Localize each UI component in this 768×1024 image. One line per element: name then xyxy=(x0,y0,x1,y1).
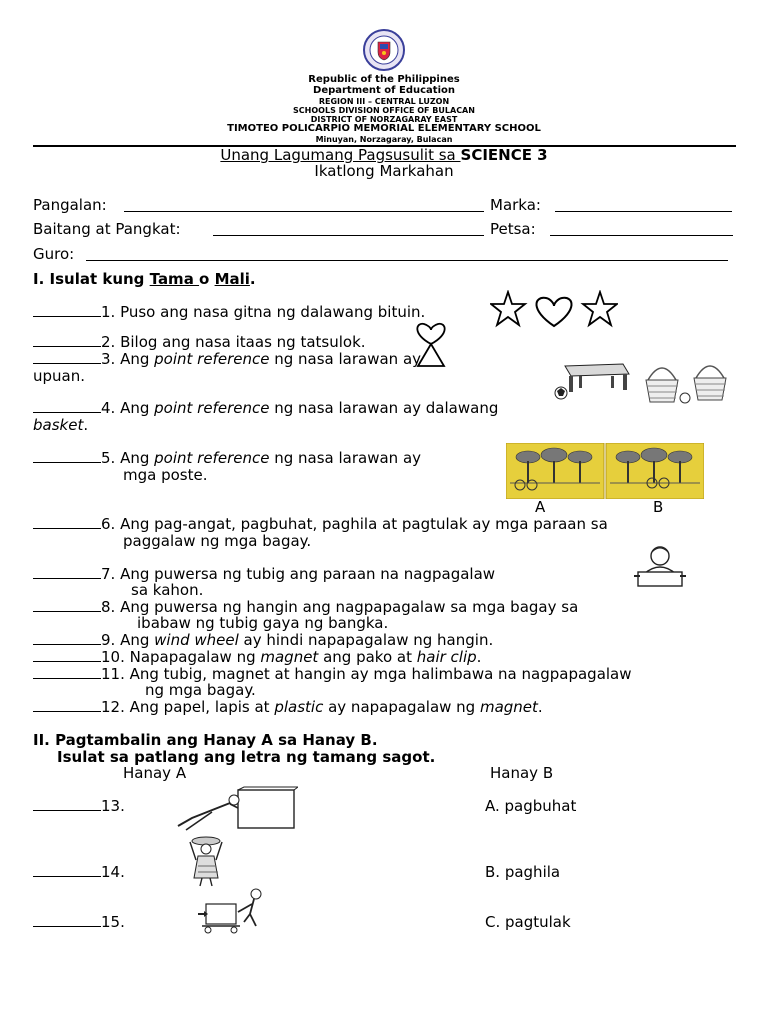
question-12 xyxy=(33,699,543,716)
answer-blank-3[interactable] xyxy=(33,351,101,364)
q4-continuation xyxy=(33,417,88,434)
table-ball-image xyxy=(553,358,631,402)
part2-instruction: Isulat sa patlang ang letra ng tamang sagot. xyxy=(57,748,436,766)
name-label: Pangalan: xyxy=(33,196,107,214)
score-field[interactable] xyxy=(555,197,732,212)
name-field[interactable] xyxy=(124,197,484,212)
question-1 xyxy=(33,304,425,321)
question-10 xyxy=(33,649,481,666)
question-6 xyxy=(33,516,608,533)
part1-tama: Tama xyxy=(149,270,200,288)
grade-section-field[interactable] xyxy=(213,221,484,236)
q8-text-a: 8. Ang puwersa ng hangin ang nagpapagalaw sa mga bagay sa xyxy=(101,598,579,616)
part1-dot: . xyxy=(249,270,256,288)
answer-blank-10[interactable] xyxy=(33,649,101,662)
answer-blank-14[interactable] xyxy=(33,864,101,877)
answer-blank-11[interactable] xyxy=(33,666,101,679)
header-school: TIMOTEO POLICARPIO MEMORIAL ELEMENTARY SCHOOL xyxy=(227,123,541,134)
q6-text-a: 6. Ang pag-angat, pagbuhat, paghila at pagtulak ay mga paraan sa xyxy=(101,515,608,533)
q8-continuation: ibabaw ng tubig gaya ng bangka. xyxy=(137,614,389,632)
q5-continuation: mga poste. xyxy=(123,466,208,484)
teacher-label: Guro: xyxy=(33,245,75,263)
q5-text-a: 5. Ang xyxy=(101,449,155,467)
q12-dot: . xyxy=(537,698,543,716)
q12-italic: plastic xyxy=(274,698,324,716)
q4-italic: point reference xyxy=(154,399,270,417)
exam-subtitle: Ikatlong Markahan xyxy=(314,162,454,180)
question-3 xyxy=(33,351,421,368)
header-address: Minuyan, Norzagaray, Bulacan xyxy=(315,135,453,144)
answer-blank-12[interactable] xyxy=(33,699,101,712)
person-pushing-box-image xyxy=(172,786,298,834)
q7-text-a: 7. Ang puwersa ng tubig ang paraan na nagpagalaw xyxy=(101,565,496,583)
q2-text: 2. Bilog ang nasa itaas ng tatsulok. xyxy=(101,333,366,351)
image-label-b: B xyxy=(653,498,664,516)
answer-blank-1[interactable] xyxy=(33,304,101,317)
option-a: A. pagbuhat xyxy=(485,797,577,815)
date-field[interactable] xyxy=(550,221,733,236)
q12-text-a: 12. Ang papel, lapis at xyxy=(101,698,275,716)
header-deped: Department of Education xyxy=(313,85,455,96)
question-4 xyxy=(33,400,498,417)
q4-text-a: 4. Ang xyxy=(101,399,155,417)
answer-blank-15[interactable] xyxy=(33,914,101,927)
date-label: Petsa: xyxy=(490,220,536,238)
q5-italic: point reference xyxy=(154,449,270,467)
answer-blank-4[interactable] xyxy=(33,400,101,413)
question-9 xyxy=(33,632,493,649)
image-label-a: A xyxy=(535,498,546,516)
q1-text: 1. Puso ang nasa gitna ng dalawang bituin. xyxy=(101,303,426,321)
deped-seal-logo xyxy=(362,28,406,72)
q10-text-a: 10. Napapagalaw ng xyxy=(101,648,261,666)
q10-italic: magnet xyxy=(260,648,319,666)
answer-blank-2[interactable] xyxy=(33,334,101,347)
q9-text-b: ay hindi napapagalaw ng hangin. xyxy=(238,631,494,649)
question-15 xyxy=(33,914,125,931)
answer-blank-6[interactable] xyxy=(33,516,101,529)
option-b: B. paghila xyxy=(485,863,561,881)
part1-heading xyxy=(33,271,256,288)
q11-text-a: 11. Ang tubig, magnet at hangin ay mga halimbawa na nagpapagalaw xyxy=(101,665,632,683)
option-c: C. pagtulak xyxy=(485,913,571,931)
q10-italic-2: hair clip xyxy=(416,648,477,666)
part1-o: o xyxy=(199,270,215,288)
star-heart-star-figure xyxy=(490,290,618,330)
posts-scene-images xyxy=(506,443,704,499)
question-5 xyxy=(33,450,421,467)
q9-text-a: 9. Ang xyxy=(101,631,155,649)
two-baskets-ball-image xyxy=(644,360,730,406)
grade-section-label: Baitang at Pangkat: xyxy=(33,220,181,238)
part2-heading: II. Pagtambalin ang Hanay A sa Hanay B. xyxy=(33,731,378,749)
q13-text: 13. xyxy=(101,797,125,815)
part1-heading-text: I. Isulat kung xyxy=(33,270,150,288)
q4-text-b: ng nasa larawan ay dalawang xyxy=(269,399,499,417)
header-district: DISTRICT OF NORZAGARAY EAST xyxy=(310,115,458,124)
person-pulling-cart-image xyxy=(194,886,274,934)
q14-text: 14. xyxy=(101,863,125,881)
answer-blank-9[interactable] xyxy=(33,632,101,645)
question-14 xyxy=(33,864,125,881)
answer-blank-8[interactable] xyxy=(33,599,101,612)
q3-italic: point reference xyxy=(154,350,270,368)
teacher-field[interactable] xyxy=(86,246,728,261)
q4-italic-basket: basket xyxy=(33,416,84,434)
person-lifting-box-image xyxy=(626,544,694,596)
column-a-header: Hanay A xyxy=(123,764,187,782)
answer-blank-13[interactable] xyxy=(33,798,101,811)
q15-text: 15. xyxy=(101,913,125,931)
title-prefix: Unang Lagumang Pagsusulit sa xyxy=(220,146,461,164)
question-11 xyxy=(33,666,632,683)
q12-italic-2: magnet xyxy=(479,698,538,716)
q3-text-b: ng nasa larawan ay xyxy=(269,350,422,368)
header-division: SCHOOLS DIVISION OFFICE OF BULACAN xyxy=(293,106,475,115)
woman-carrying-load-image xyxy=(176,836,236,888)
question-7 xyxy=(33,566,495,583)
question-2 xyxy=(33,334,366,351)
q7-continuation: sa kahon. xyxy=(131,581,204,599)
q9-italic: wind wheel xyxy=(154,631,239,649)
question-13 xyxy=(33,798,125,815)
q5-text-b: ng nasa larawan ay xyxy=(269,449,422,467)
q11-continuation: ng mga bagay. xyxy=(145,681,256,699)
part1-mali: Mali xyxy=(214,270,250,288)
column-b-header: Hanay B xyxy=(490,764,554,782)
q12-text-b: ay napapagalaw ng xyxy=(323,698,480,716)
answer-blank-5[interactable] xyxy=(33,450,101,463)
q6-continuation: paggalaw ng mga bagay. xyxy=(123,532,312,550)
q4-dot: . xyxy=(83,416,89,434)
answer-blank-7[interactable] xyxy=(33,566,101,579)
q3-text-a: 3. Ang xyxy=(101,350,155,368)
q10-text-b: ang pako at xyxy=(318,648,417,666)
score-label: Marka: xyxy=(490,196,541,214)
q10-dot: . xyxy=(476,648,482,666)
header-region: REGION III – CENTRAL LUZON xyxy=(318,97,450,106)
header-republic: Republic of the Philippines xyxy=(308,74,460,85)
title-subject: SCIENCE 3 xyxy=(460,146,548,164)
q3-continuation: upuan. xyxy=(33,367,86,385)
